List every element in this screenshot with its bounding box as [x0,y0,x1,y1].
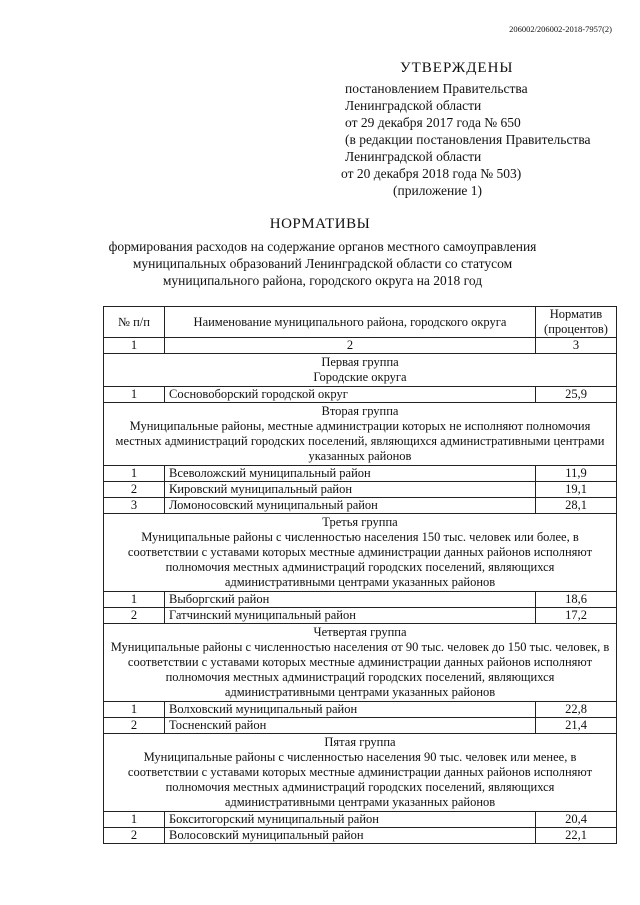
table-index-row [104,338,617,354]
row-name: Ломоносовский муниципальный район [165,498,536,514]
group-description: Муниципальные районы с численностью населения 90 тыс. человек или менее, в соответствии с уставами которых местные администрации данных районов исполняют полномочия местных администраций городских поселений, являющихся административными центрами указанных районов [127,750,593,809]
group-title: Первая группа [321,355,399,369]
group-row [104,403,617,466]
index-value: 3 [536,338,617,354]
row-num: 1 [104,702,165,718]
document-title: НОРМАТИВЫ [269,216,371,232]
row-value: 17,2 [536,608,617,624]
row-num: 2 [104,828,165,844]
group-title: Четвертая группа [313,625,407,639]
group-cell [104,403,617,466]
row-name: Волховский муниципальный район [165,702,536,718]
group-description: Муниципальные районы, местные администрации которых не исполняют полномочия местных администраций городских поселений, являющихся административными центрами указанных районов [115,419,605,463]
group-cell [104,514,617,592]
row-value: 22,8 [536,702,617,718]
table-row [104,702,617,718]
group-title: Вторая группа [321,404,399,418]
approval-block [341,60,635,199]
row-value: 11,9 [536,466,617,482]
group-row [104,624,617,702]
norms-table [103,306,617,844]
group-description: Муниципальные районы с численностью населения от 90 тыс. человек до 150 тыс. человек, в соответствии с уставами которых местные администрации данных районов исполняют полномочия местных администраций городских поселений, являющихся административными центрами указанных районов [110,640,610,699]
group-cell [104,624,617,702]
header-name: Наименование муниципального района, городского округа [165,307,536,338]
row-name: Кировский муниципальный район [165,482,536,498]
document-subtitle: формирования расходов на содержание органов местного самоуправления муниципальных образований Ленинградской области со статусом муниципального района, городского округа на 2018 год [108,239,537,288]
row-value: 21,4 [536,718,617,734]
index-name: 2 [165,338,536,354]
row-num: 3 [104,498,165,514]
table-row [104,592,617,608]
approval-line: от 20 декабря 2018 года № 503) [341,166,522,181]
table-row [104,828,617,844]
table-header-row [104,307,617,338]
row-num: 2 [104,718,165,734]
table-row [104,387,617,403]
approval-line: Ленинградской области [345,149,482,164]
row-name: Тосненский район [165,718,536,734]
table-row [104,718,617,734]
row-name: Всеволожский муниципальный район [165,466,536,482]
group-cell [104,734,617,812]
group-title: Третья группа [322,515,398,529]
approval-line: (в редакции постановления Правительства [345,132,591,147]
group-row [104,514,617,592]
row-name: Бокситогорский муниципальный район [165,812,536,828]
row-num: 2 [104,482,165,498]
row-value: 22,1 [536,828,617,844]
group-title: Пятая группа [324,735,396,749]
document-id: 206002/206002-2018-7957(2) [509,24,612,34]
row-value: 20,4 [536,812,617,828]
header-value: Норматив (процентов) [536,307,617,338]
group-row [104,734,617,812]
row-value: 19,1 [536,482,617,498]
approval-line: постановлением Правительства [345,81,528,96]
row-value: 18,6 [536,592,617,608]
table-row [104,498,617,514]
group-description: Муниципальные районы с численностью населения 150 тыс. человек или более, в соответствии с уставами которых местные администрации данных районов исполняют полномочия местных администраций городских поселений, являющихся административными центрами указанных районов [127,530,593,589]
group-description: Городские округа [313,370,407,384]
group-cell [104,354,617,387]
approval-line: Ленинградской области [345,98,482,113]
row-name: Сосновоборский городской округ [165,387,536,403]
table-row [104,466,617,482]
row-name: Выборгский район [165,592,536,608]
row-name: Гатчинский муниципальный район [165,608,536,624]
table-row [104,482,617,498]
row-num: 1 [104,592,165,608]
approval-line: (приложение 1) [393,183,483,198]
group-row [104,354,617,387]
header-num: № п/п [104,307,165,338]
row-num: 2 [104,608,165,624]
row-num: 1 [104,466,165,482]
row-value: 28,1 [536,498,617,514]
table-row [104,812,617,828]
table-row [104,608,617,624]
row-num: 1 [104,812,165,828]
row-value: 25,9 [536,387,617,403]
approval-heading: УТВЕРЖДЕНЫ [400,60,514,76]
approval-line: от 29 декабря 2017 года № 650 [345,115,521,130]
row-name: Волосовский муниципальный район [165,828,536,844]
index-num: 1 [104,338,165,354]
row-num: 1 [104,387,165,403]
